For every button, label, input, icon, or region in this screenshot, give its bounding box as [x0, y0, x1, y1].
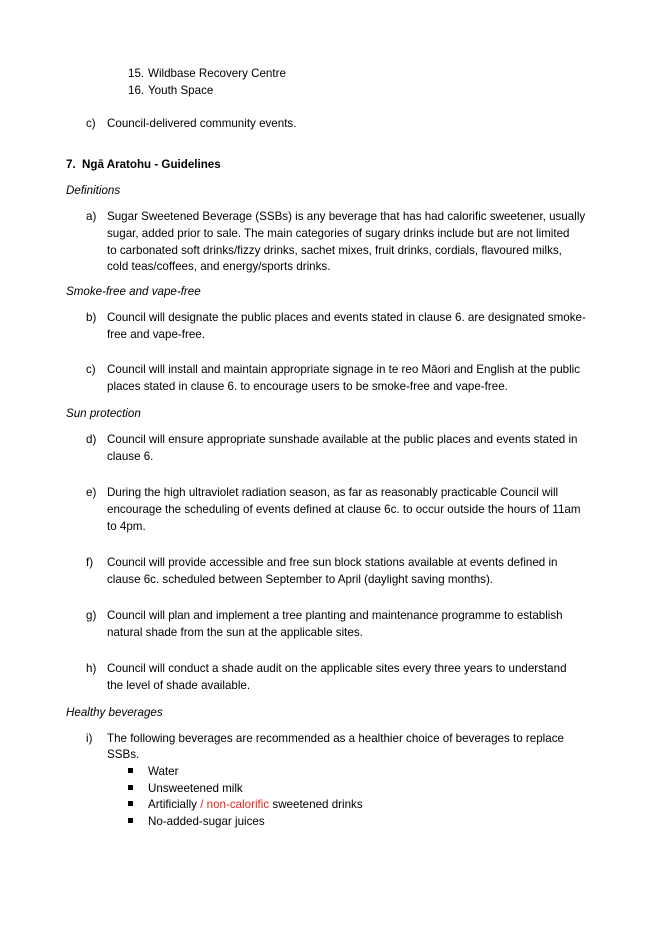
item-label: e)	[86, 486, 97, 499]
section-title: Ngā Aratohu - Guidelines	[82, 158, 221, 171]
item-text-line: places stated in clause 6. to encourage users to be smoke-free and vape-free.	[107, 380, 508, 393]
bullet-item-artificial	[148, 796, 363, 814]
item-label: a)	[86, 210, 97, 223]
bullet-text-artificial: Artificially	[148, 798, 197, 811]
item-text-line: clause 6c. scheduled between September to April (daylight saving months).	[107, 573, 494, 586]
item-label: h)	[86, 662, 97, 675]
item-text-line: cold teas/coffees, and energy/sports drinks.	[107, 260, 331, 273]
item-text-line: Sugar Sweetened Beverage (SSBs) is any beverage that has had calorific sweetener, usually	[107, 210, 586, 223]
bullet-marker	[128, 768, 133, 773]
item-label: g)	[86, 609, 97, 622]
section-number: 7.	[66, 158, 76, 171]
bullet-item-juice: No-added-sugar juices	[148, 815, 265, 828]
subheading-healthy-beverages: Healthy beverages	[66, 706, 163, 719]
item-label: c)	[86, 117, 96, 130]
bullet-text-sweetened: sweetened drinks	[272, 798, 363, 811]
highlighted-text: / non-calorific	[200, 798, 270, 811]
list-number: 16.	[128, 84, 145, 97]
item-text-line: clause 6.	[107, 450, 154, 463]
list-item-text: Wildbase Recovery Centre	[148, 67, 286, 80]
list-item-text: Youth Space	[148, 84, 214, 97]
bullet-item-water: Water	[148, 765, 179, 778]
item-text-line: The following beverages are recommended as a healthier choice of beverages to replace	[107, 732, 564, 745]
item-label: d)	[86, 433, 97, 446]
item-text-line: to carbonated soft drinks/fizzy drinks, sachet mixes, fruit drinks, cordials, flavoured milks,	[107, 244, 562, 257]
item-text-line: natural shade from the sun at the applicable sites.	[107, 626, 363, 639]
item-text-line: Council will install and maintain appropriate signage in te reo Māori and English at the public	[107, 363, 581, 376]
item-text-line: Council will ensure appropriate sunshade available at the public places and events stated in	[107, 433, 578, 446]
bullet-item-milk: Unsweetened milk	[148, 782, 243, 795]
subheading-smokefree: Smoke-free and vape-free	[66, 285, 201, 298]
item-text-line: encourage the scheduling of events defined at clause 6c. to occur outside the hours of 11am	[107, 503, 581, 516]
item-text: Council-delivered community events.	[107, 117, 297, 130]
item-text-line: free and vape-free.	[107, 328, 205, 341]
item-text-line: Council will plan and implement a tree planting and maintenance programme to establish	[107, 609, 563, 622]
subheading-definitions: Definitions	[66, 184, 121, 197]
item-label: i)	[86, 732, 93, 745]
list-number: 15.	[128, 67, 145, 80]
item-label: c)	[86, 363, 96, 376]
bullet-marker	[128, 785, 133, 790]
item-text-line: During the high ultraviolet radiation season, as far as reasonably practicable Council will	[107, 486, 559, 499]
item-text-line: SSBs.	[107, 748, 140, 761]
item-text-line: to 4pm.	[107, 520, 146, 533]
item-label: f)	[86, 556, 94, 569]
bullet-marker	[128, 818, 133, 823]
item-label: b)	[86, 311, 97, 324]
subheading-sun-protection: Sun protection	[66, 407, 141, 420]
item-text-line: Council will conduct a shade audit on the applicable sites every three years to understand	[107, 662, 567, 675]
item-text-line: Council will designate the public places and events stated in clause 6. are designated smoke-	[107, 311, 586, 324]
item-text-line: sugar, added prior to sale. The main categories of sugary drinks include but are not limited	[107, 227, 570, 240]
bullet-marker	[128, 801, 133, 806]
item-text-line: Council will provide accessible and free sun block stations available at events defined in	[107, 556, 558, 569]
item-text-line: the level of shade available.	[107, 679, 251, 692]
